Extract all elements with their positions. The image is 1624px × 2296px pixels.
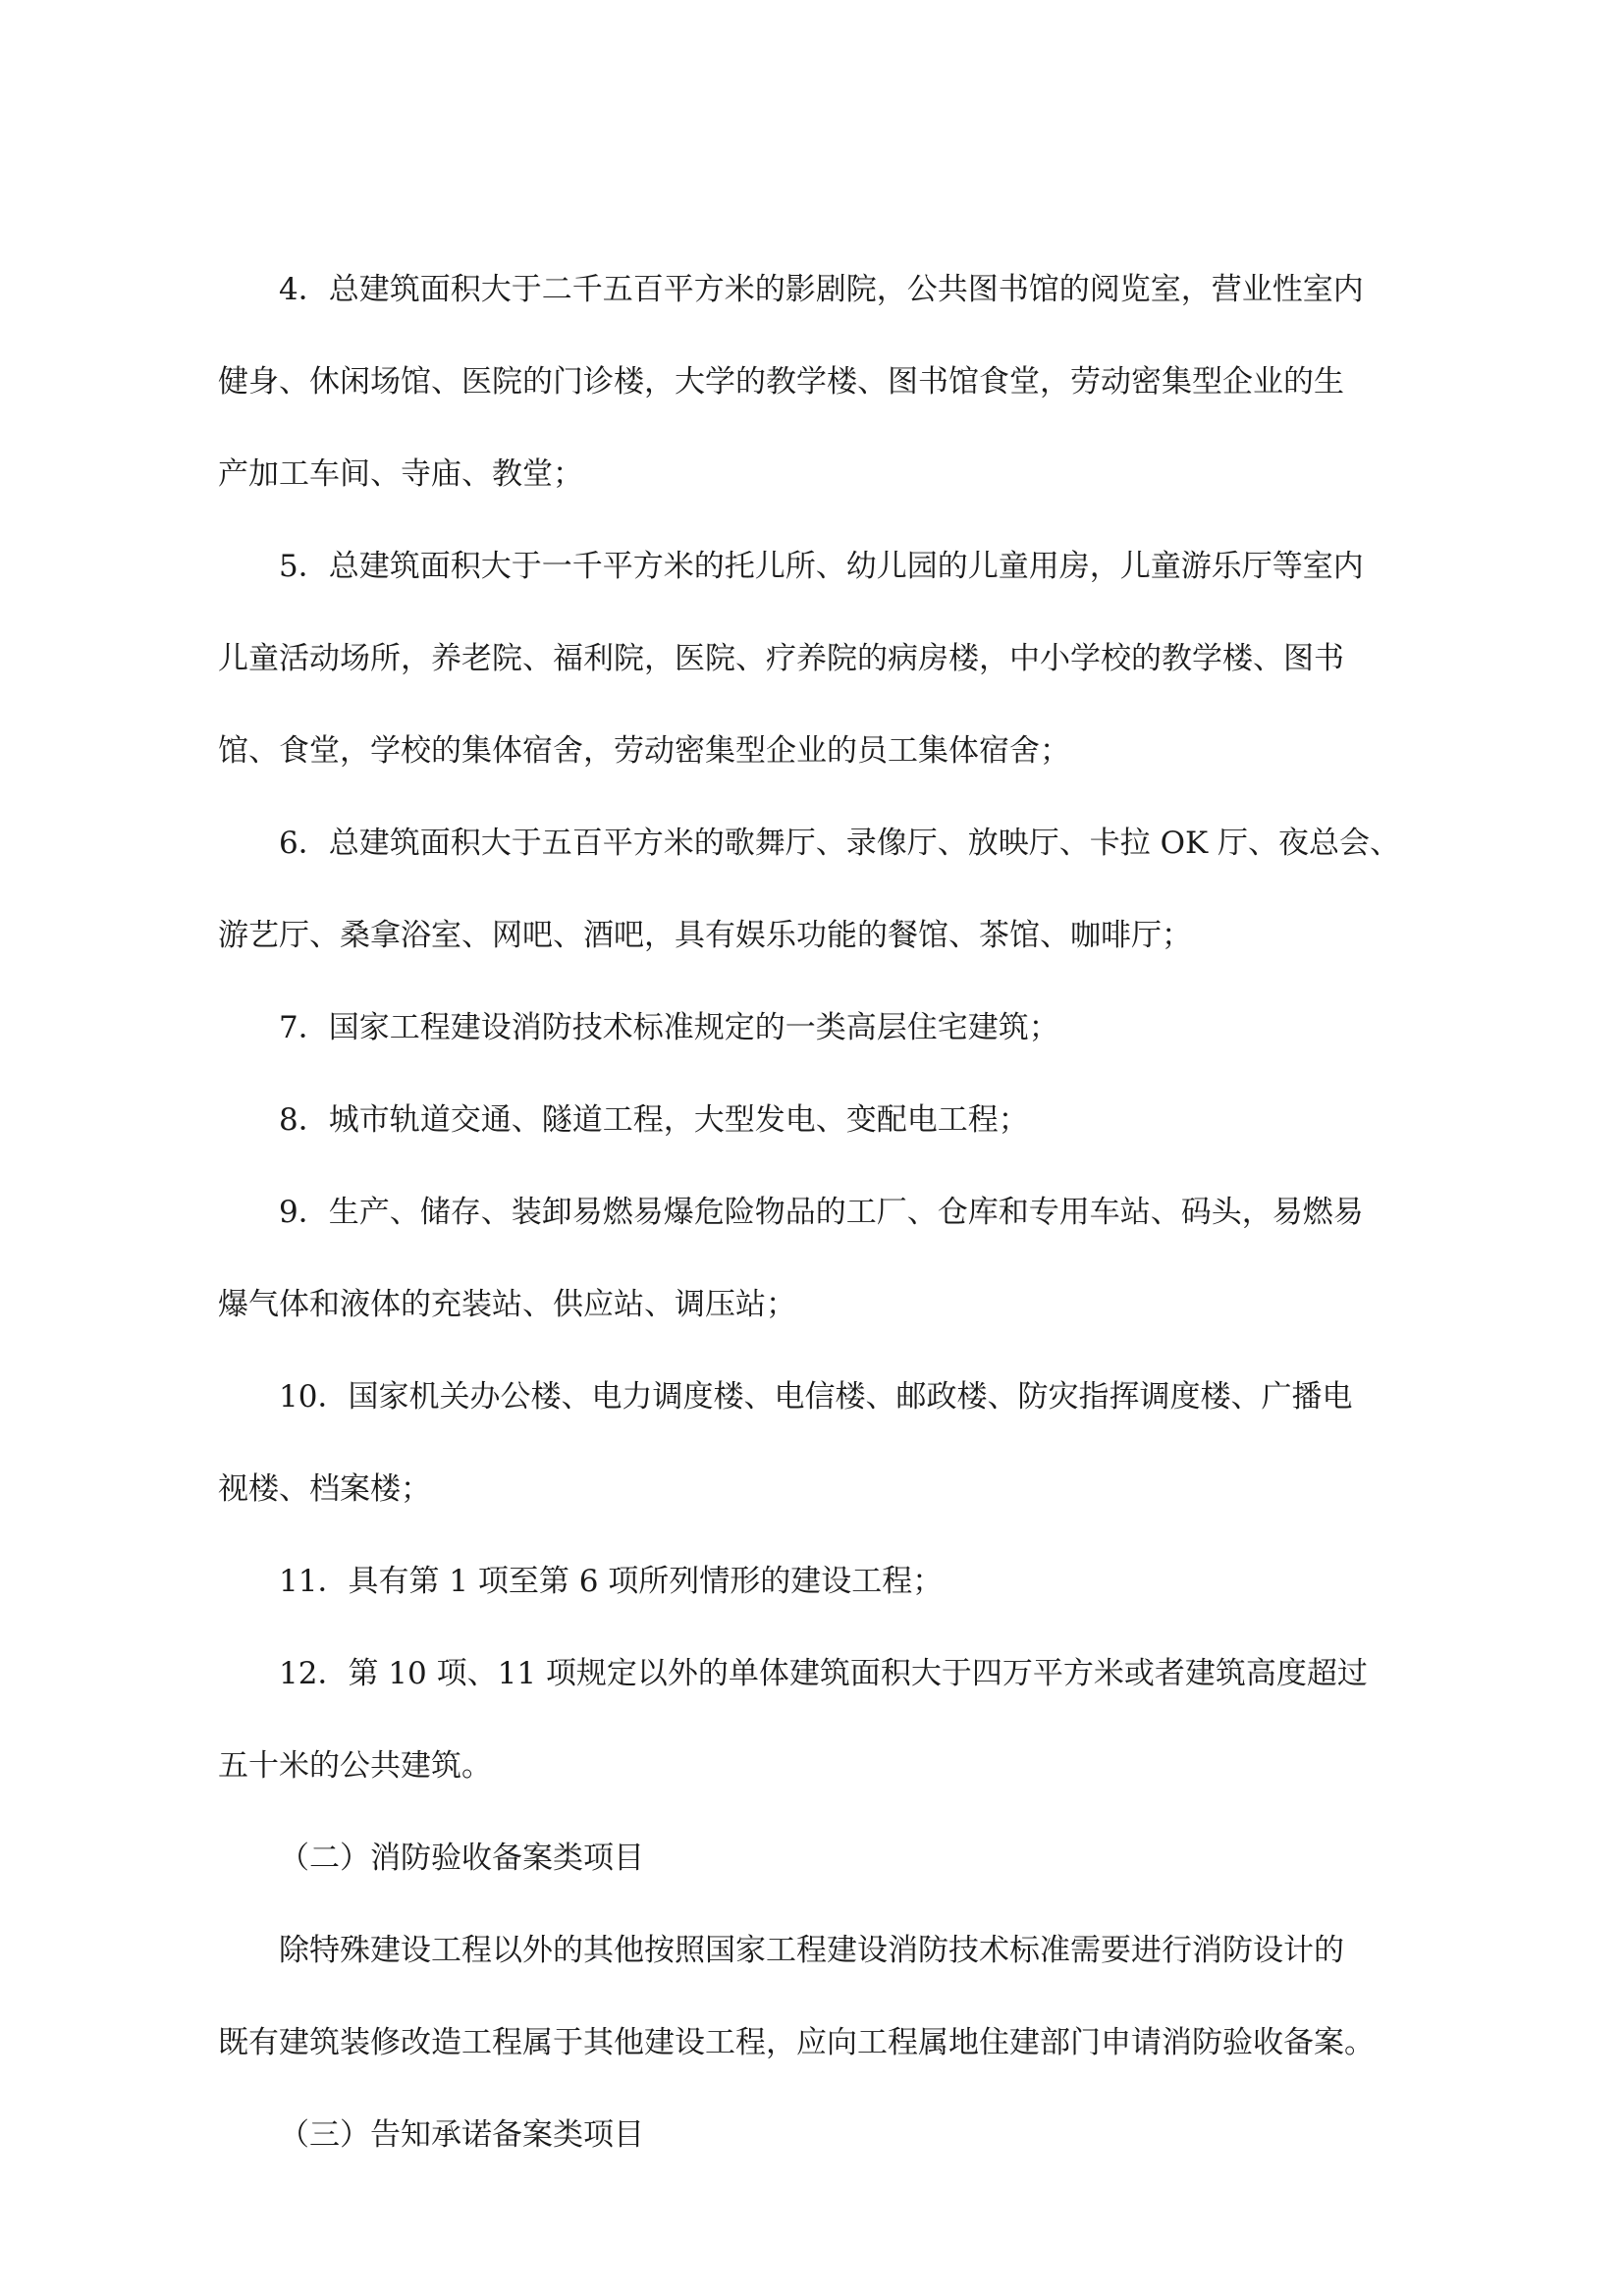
paragraph-line: 9．生产、储存、装卸易燃易爆危险物品的工厂、仓库和专用车站、码头，易燃易	[279, 1195, 1364, 1230]
paragraph-line: 儿童活动场所，养老院、福利院，医院、疗养院的病房楼，中小学校的教学楼、图书	[218, 641, 1344, 676]
paragraph-line: 10．国家机关办公楼、电力调度楼、电信楼、邮政楼、防灾指挥调度楼、广播电	[279, 1379, 1353, 1415]
paragraph-line: 视楼、档案楼；	[218, 1471, 431, 1507]
paragraph-line: 五十米的公共建筑。	[218, 1748, 492, 1784]
paragraph-line: 4．总建筑面积大于二千五百平方米的影剧院，公共图书馆的阅览室，营业性室内	[279, 272, 1364, 307]
paragraph-line: 游艺厅、桑拿浴室、网吧、酒吧，具有娱乐功能的餐馆、茶馆、咖啡厅；	[218, 918, 1192, 953]
paragraph-line: 6．总建筑面积大于五百平方米的歌舞厅、录像厅、放映厅、卡拉 OK 厅、夜总会、	[279, 826, 1401, 861]
paragraph-line: 健身、休闲场馆、医院的门诊楼，大学的教学楼、图书馆食堂，劳动密集型企业的生	[218, 364, 1344, 400]
paragraph-line: 既有建筑装修改造工程属于其他建设工程，应向工程属地住建部门申请消防验收备案。	[218, 2025, 1375, 2060]
paragraph-line: 馆、食堂，学校的集体宿舍，劳动密集型企业的员工集体宿舍；	[218, 733, 1070, 769]
paragraph-line: 除特殊建设工程以外的其他按照国家工程建设消防技术标准需要进行消防设计的	[279, 1933, 1344, 1968]
paragraph-line: 12．第 10 项、11 项规定以外的单体建筑面积大于四万平方米或者建筑高度超过	[279, 1656, 1368, 1691]
section-heading: （三）告知承诺备案类项目	[279, 2117, 644, 2153]
document-body	[218, 257, 1439, 2195]
paragraph-line: 8．城市轨道交通、隧道工程，大型发电、变配电工程；	[279, 1102, 1029, 1138]
paragraph-line: 爆气体和液体的充装站、供应站、调压站；	[218, 1287, 796, 1322]
section-heading: （二）消防验收备案类项目	[279, 1841, 644, 1876]
paragraph-line: 5．总建筑面积大于一千平方米的托儿所、幼儿园的儿童用房，儿童游乐厅等室内	[279, 549, 1364, 584]
paragraph-line: 7．国家工程建设消防技术标准规定的一类高层住宅建筑；	[279, 1010, 1059, 1045]
paragraph-line: 产加工车间、寺庙、教堂；	[218, 456, 583, 492]
paragraph-line: 11．具有第 1 项至第 6 项所列情形的建设工程；	[279, 1564, 944, 1599]
